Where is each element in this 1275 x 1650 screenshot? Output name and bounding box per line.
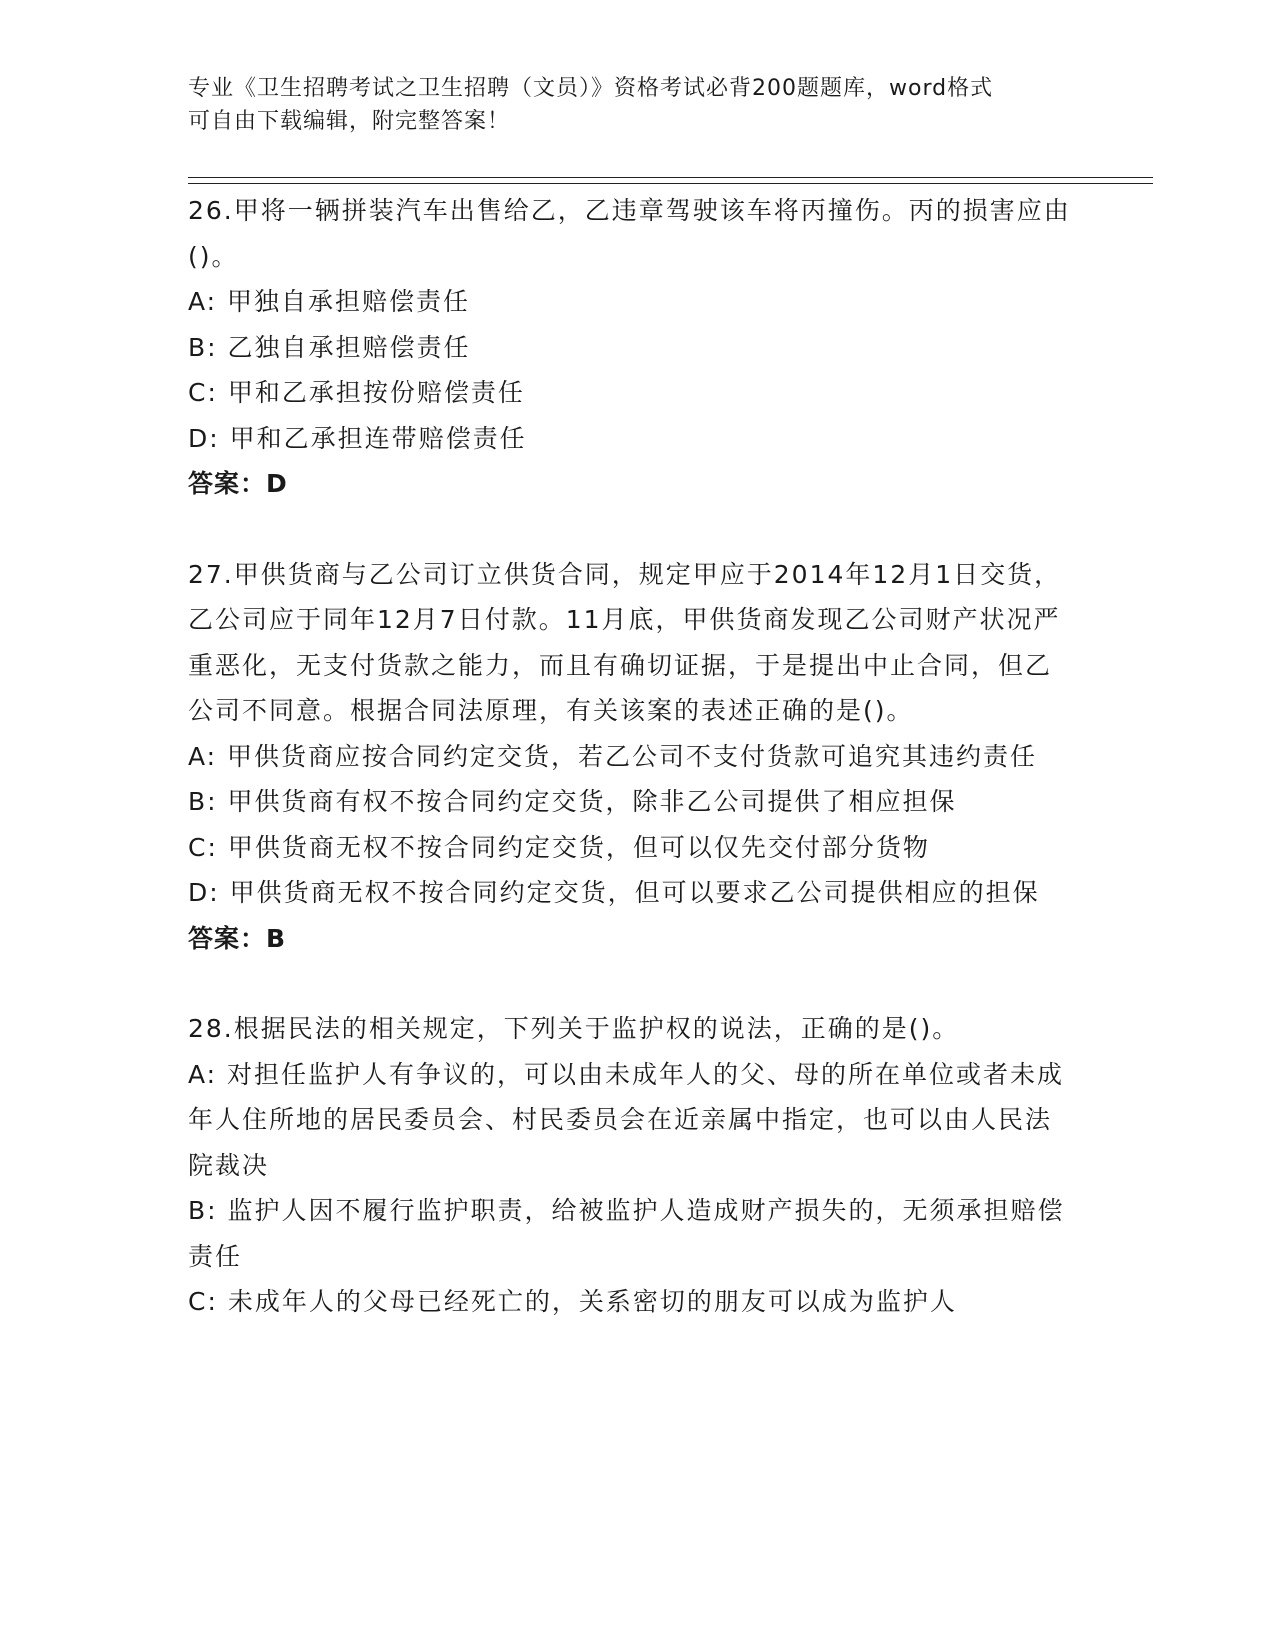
header-title-line-2: 可自由下载编辑，附完整答案！ [188, 109, 511, 134]
option-d: D: 甲供货商无权不按合同约定交货，但可以要求乙公司提供相应的担保 [188, 878, 1040, 907]
question-stem: 26.甲将一辆拼装汽车出售给乙，乙违章驾驶该车将丙撞伤。丙的损害应由()。 [188, 196, 1071, 271]
option-b: B: 监护人因不履行监护职责，给被监护人造成财产损失的，无须承担赔偿责任 [188, 1196, 1065, 1271]
option-a: A: 甲供货商应按合同约定交货，若乙公司不支付货款可追究其违约责任 [188, 741, 1038, 771]
option-d: D: 甲和乙承担连带赔偿责任 [188, 423, 527, 453]
answer-label: 答案：D [188, 469, 288, 498]
option-c: C: 甲和乙承担按份赔偿责任 [188, 378, 525, 407]
question-stem: 28.根据民法的相关规定，下列关于监护权的说法，正确的是()。 [188, 1014, 960, 1043]
document-header [188, 72, 1068, 138]
question-stem: 27.甲供货商与乙公司订立供货合同，规定甲应于2014年12月1日交货，乙公司应于同年12月7日付款。11月底，甲供货商发现乙公司财产状况严重恶化，无支付货款之能力，而且有确切证据，于是提出中止合同，但乙公司不同意。根据合同法原理，有关该案的表述正确的是()。 [188, 559, 1062, 725]
option-c: C: 甲供货商无权不按合同约定交货，但可以仅先交付部分货物 [188, 832, 930, 862]
answer-label: 答案：B [188, 923, 287, 953]
option-a: A: 对担任监护人有争议的，可以由未成年人的父、母的所在单位或者未成年人住所地的居民委员会、村民委员会在近亲属中指定，也可以由人民法院裁决 [188, 1059, 1065, 1180]
header-divider [188, 177, 1153, 184]
header-title-line-1: 专业《卫生招聘考试之卫生招聘（文员）》资格考试必背200题题库，word格式 [188, 76, 994, 101]
question-28 [188, 1006, 1078, 1325]
option-a: A: 甲独自承担赔偿责任 [188, 287, 471, 316]
question-27 [188, 552, 1078, 962]
option-b: B: 乙独自承担赔偿责任 [188, 332, 471, 362]
question-list [188, 188, 1078, 1325]
option-b: B: 甲供货商有权不按合同约定交货，除非乙公司提供了相应担保 [188, 787, 957, 816]
option-c: C: 未成年人的父母已经死亡的，关系密切的朋友可以成为监护人 [188, 1287, 957, 1316]
question-26 [188, 188, 1078, 507]
